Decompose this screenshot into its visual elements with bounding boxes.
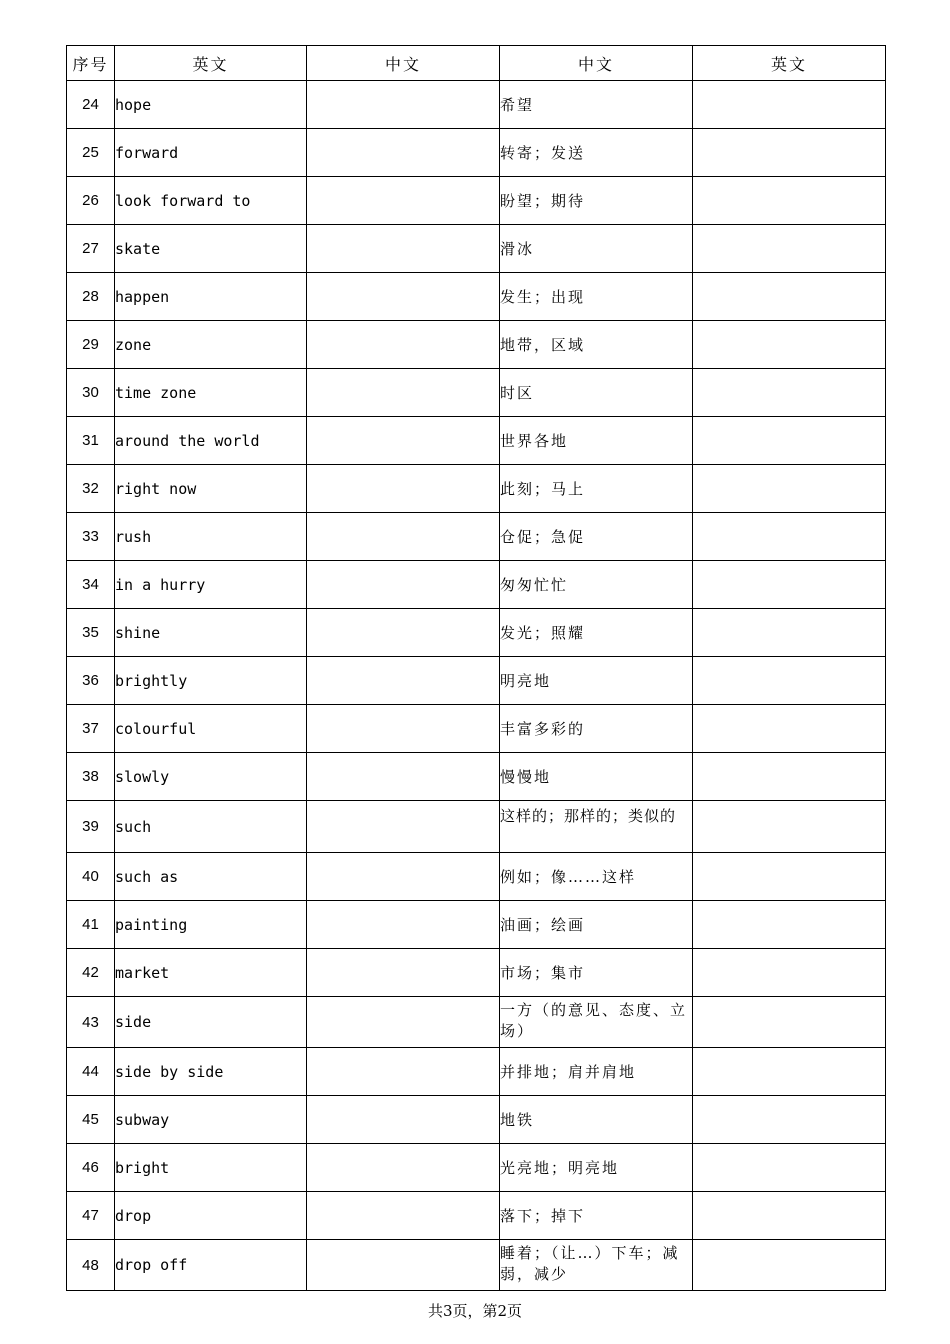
chinese-meaning: 此刻；马上: [500, 465, 693, 513]
english-word: hope: [115, 81, 307, 129]
row-number: 47: [67, 1192, 115, 1240]
table-row: [67, 225, 886, 273]
row-number: 42: [67, 949, 115, 997]
chinese-meaning: 光亮地；明亮地: [500, 1144, 693, 1192]
chinese-answer-cell[interactable]: [307, 949, 500, 997]
chinese-meaning: 地铁: [500, 1096, 693, 1144]
english-word: colourful: [115, 705, 307, 753]
table-row: [67, 1240, 886, 1291]
chinese-answer-cell[interactable]: [307, 177, 500, 225]
row-number: 46: [67, 1144, 115, 1192]
row-number: 34: [67, 561, 115, 609]
english-word: rush: [115, 513, 307, 561]
chinese-answer-cell[interactable]: [307, 753, 500, 801]
chinese-meaning: 慢慢地: [500, 753, 693, 801]
chinese-meaning: 世界各地: [500, 417, 693, 465]
table-row: [67, 657, 886, 705]
chinese-answer-cell[interactable]: [307, 657, 500, 705]
english-word: shine: [115, 609, 307, 657]
row-number: 48: [67, 1240, 115, 1291]
english-word: time zone: [115, 369, 307, 417]
row-number: 27: [67, 225, 115, 273]
header-english: 英文: [115, 46, 307, 81]
english-answer-cell[interactable]: [693, 801, 886, 853]
table-row: [67, 561, 886, 609]
english-word: brightly: [115, 657, 307, 705]
chinese-answer-cell[interactable]: [307, 81, 500, 129]
english-word: drop: [115, 1192, 307, 1240]
english-answer-cell[interactable]: [693, 853, 886, 901]
table-row: [67, 753, 886, 801]
english-word: bright: [115, 1144, 307, 1192]
row-number: 38: [67, 753, 115, 801]
row-number: 41: [67, 901, 115, 949]
table-row: [67, 321, 886, 369]
header-chinese: 中文: [500, 46, 693, 81]
page-footer: 共3页，第2页: [427, 1302, 523, 1320]
header-row: [67, 46, 886, 81]
row-number: 39: [67, 801, 115, 853]
english-word: zone: [115, 321, 307, 369]
table-row: [67, 465, 886, 513]
row-number: 25: [67, 129, 115, 177]
row-number: 45: [67, 1096, 115, 1144]
row-number: 33: [67, 513, 115, 561]
chinese-meaning: 转寄；发送: [500, 129, 693, 177]
table-row: [67, 129, 886, 177]
table-row: [67, 1048, 886, 1096]
chinese-meaning: 市场；集市: [500, 949, 693, 997]
english-word: drop off: [115, 1240, 307, 1291]
chinese-answer-cell[interactable]: [307, 1096, 500, 1144]
table-row: [67, 417, 886, 465]
english-answer-cell[interactable]: [693, 609, 886, 657]
table-row: [67, 177, 886, 225]
chinese-meaning: 盼望；期待: [500, 177, 693, 225]
chinese-answer-cell[interactable]: [307, 417, 500, 465]
table-row: [67, 901, 886, 949]
english-answer-cell[interactable]: [693, 513, 886, 561]
table-row: [67, 369, 886, 417]
header-english-blank: 英文: [693, 46, 886, 81]
chinese-meaning: 地带，区域: [500, 321, 693, 369]
chinese-meaning: 希望: [500, 81, 693, 129]
chinese-answer-cell[interactable]: [307, 465, 500, 513]
english-answer-cell[interactable]: [693, 949, 886, 997]
chinese-answer-cell[interactable]: [307, 513, 500, 561]
english-answer-cell[interactable]: [693, 1144, 886, 1192]
chinese-meaning: 睡着；（让…）下车；减弱，减少: [500, 1240, 693, 1291]
chinese-meaning: 时区: [500, 369, 693, 417]
english-word: skate: [115, 225, 307, 273]
table-row: [67, 997, 886, 1048]
table-row: [67, 949, 886, 997]
chinese-meaning: 并排地；肩并肩地: [500, 1048, 693, 1096]
chinese-meaning: 匆匆忙忙: [500, 561, 693, 609]
row-number: 28: [67, 273, 115, 321]
chinese-answer-cell[interactable]: [307, 853, 500, 901]
row-number: 24: [67, 81, 115, 129]
chinese-meaning: 发光；照耀: [500, 609, 693, 657]
english-word: around the world: [115, 417, 307, 465]
row-number: 40: [67, 853, 115, 901]
row-number: 31: [67, 417, 115, 465]
chinese-meaning: 落下；掉下: [500, 1192, 693, 1240]
chinese-answer-cell[interactable]: [307, 273, 500, 321]
english-word: painting: [115, 901, 307, 949]
english-answer-cell[interactable]: [693, 901, 886, 949]
english-word: such as: [115, 853, 307, 901]
english-word: happen: [115, 273, 307, 321]
english-answer-cell[interactable]: [693, 1192, 886, 1240]
row-number: 30: [67, 369, 115, 417]
chinese-meaning: 滑冰: [500, 225, 693, 273]
english-answer-cell[interactable]: [693, 177, 886, 225]
english-answer-cell[interactable]: [693, 321, 886, 369]
table-row: [67, 81, 886, 129]
row-number: 32: [67, 465, 115, 513]
chinese-answer-cell[interactable]: [307, 1192, 500, 1240]
row-number: 37: [67, 705, 115, 753]
english-answer-cell[interactable]: [693, 1096, 886, 1144]
chinese-answer-cell[interactable]: [307, 225, 500, 273]
row-number: 43: [67, 997, 115, 1048]
english-answer-cell[interactable]: [693, 657, 886, 705]
english-word: side by side: [115, 1048, 307, 1096]
row-number: 36: [67, 657, 115, 705]
row-number: 44: [67, 1048, 115, 1096]
chinese-meaning: 一方（的意见、态度、立场）: [500, 997, 693, 1048]
english-word: in a hurry: [115, 561, 307, 609]
english-word: such: [115, 801, 307, 853]
chinese-meaning: 油画；绘画: [500, 901, 693, 949]
table-row: [67, 609, 886, 657]
english-answer-cell[interactable]: [693, 561, 886, 609]
english-answer-cell[interactable]: [693, 1240, 886, 1291]
table-row: [67, 853, 886, 901]
row-number: 26: [67, 177, 115, 225]
english-answer-cell[interactable]: [693, 273, 886, 321]
chinese-meaning: 发生；出现: [500, 273, 693, 321]
english-answer-cell[interactable]: [693, 1048, 886, 1096]
english-word: subway: [115, 1096, 307, 1144]
chinese-answer-cell[interactable]: [307, 561, 500, 609]
english-word: forward: [115, 129, 307, 177]
english-answer-cell[interactable]: [693, 225, 886, 273]
header-no: 序号: [67, 46, 115, 81]
chinese-answer-cell[interactable]: [307, 129, 500, 177]
chinese-answer-cell[interactable]: [307, 321, 500, 369]
english-answer-cell[interactable]: [693, 753, 886, 801]
english-word: side: [115, 997, 307, 1048]
table-row: [67, 801, 886, 853]
chinese-answer-cell[interactable]: [307, 369, 500, 417]
chinese-meaning: 例如；像……这样: [500, 853, 693, 901]
english-answer-cell[interactable]: [693, 129, 886, 177]
chinese-answer-cell[interactable]: [307, 801, 500, 853]
chinese-answer-cell[interactable]: [307, 609, 500, 657]
row-number: 35: [67, 609, 115, 657]
table-row: [67, 273, 886, 321]
english-word: market: [115, 949, 307, 997]
english-answer-cell[interactable]: [693, 705, 886, 753]
chinese-answer-cell[interactable]: [307, 1240, 500, 1291]
english-answer-cell[interactable]: [693, 997, 886, 1048]
chinese-meaning: 这样的；那样的；类似的: [500, 801, 693, 853]
english-answer-cell[interactable]: [693, 369, 886, 417]
english-answer-cell[interactable]: [693, 81, 886, 129]
english-answer-cell[interactable]: [693, 465, 886, 513]
chinese-answer-cell[interactable]: [307, 705, 500, 753]
table-row: [67, 1096, 886, 1144]
chinese-answer-cell[interactable]: [307, 901, 500, 949]
chinese-answer-cell[interactable]: [307, 1144, 500, 1192]
english-word: look forward to: [115, 177, 307, 225]
header-chinese-blank: 中文: [307, 46, 500, 81]
table-row: [67, 1144, 886, 1192]
chinese-meaning: 仓促；急促: [500, 513, 693, 561]
chinese-meaning: 明亮地: [500, 657, 693, 705]
chinese-answer-cell[interactable]: [307, 1048, 500, 1096]
english-word: right now: [115, 465, 307, 513]
vocab-table: [66, 45, 886, 1291]
table-row: [67, 705, 886, 753]
english-answer-cell[interactable]: [693, 417, 886, 465]
table-row: [67, 513, 886, 561]
english-word: slowly: [115, 753, 307, 801]
row-number: 29: [67, 321, 115, 369]
table-row: [67, 1192, 886, 1240]
chinese-meaning: 丰富多彩的: [500, 705, 693, 753]
chinese-answer-cell[interactable]: [307, 997, 500, 1048]
